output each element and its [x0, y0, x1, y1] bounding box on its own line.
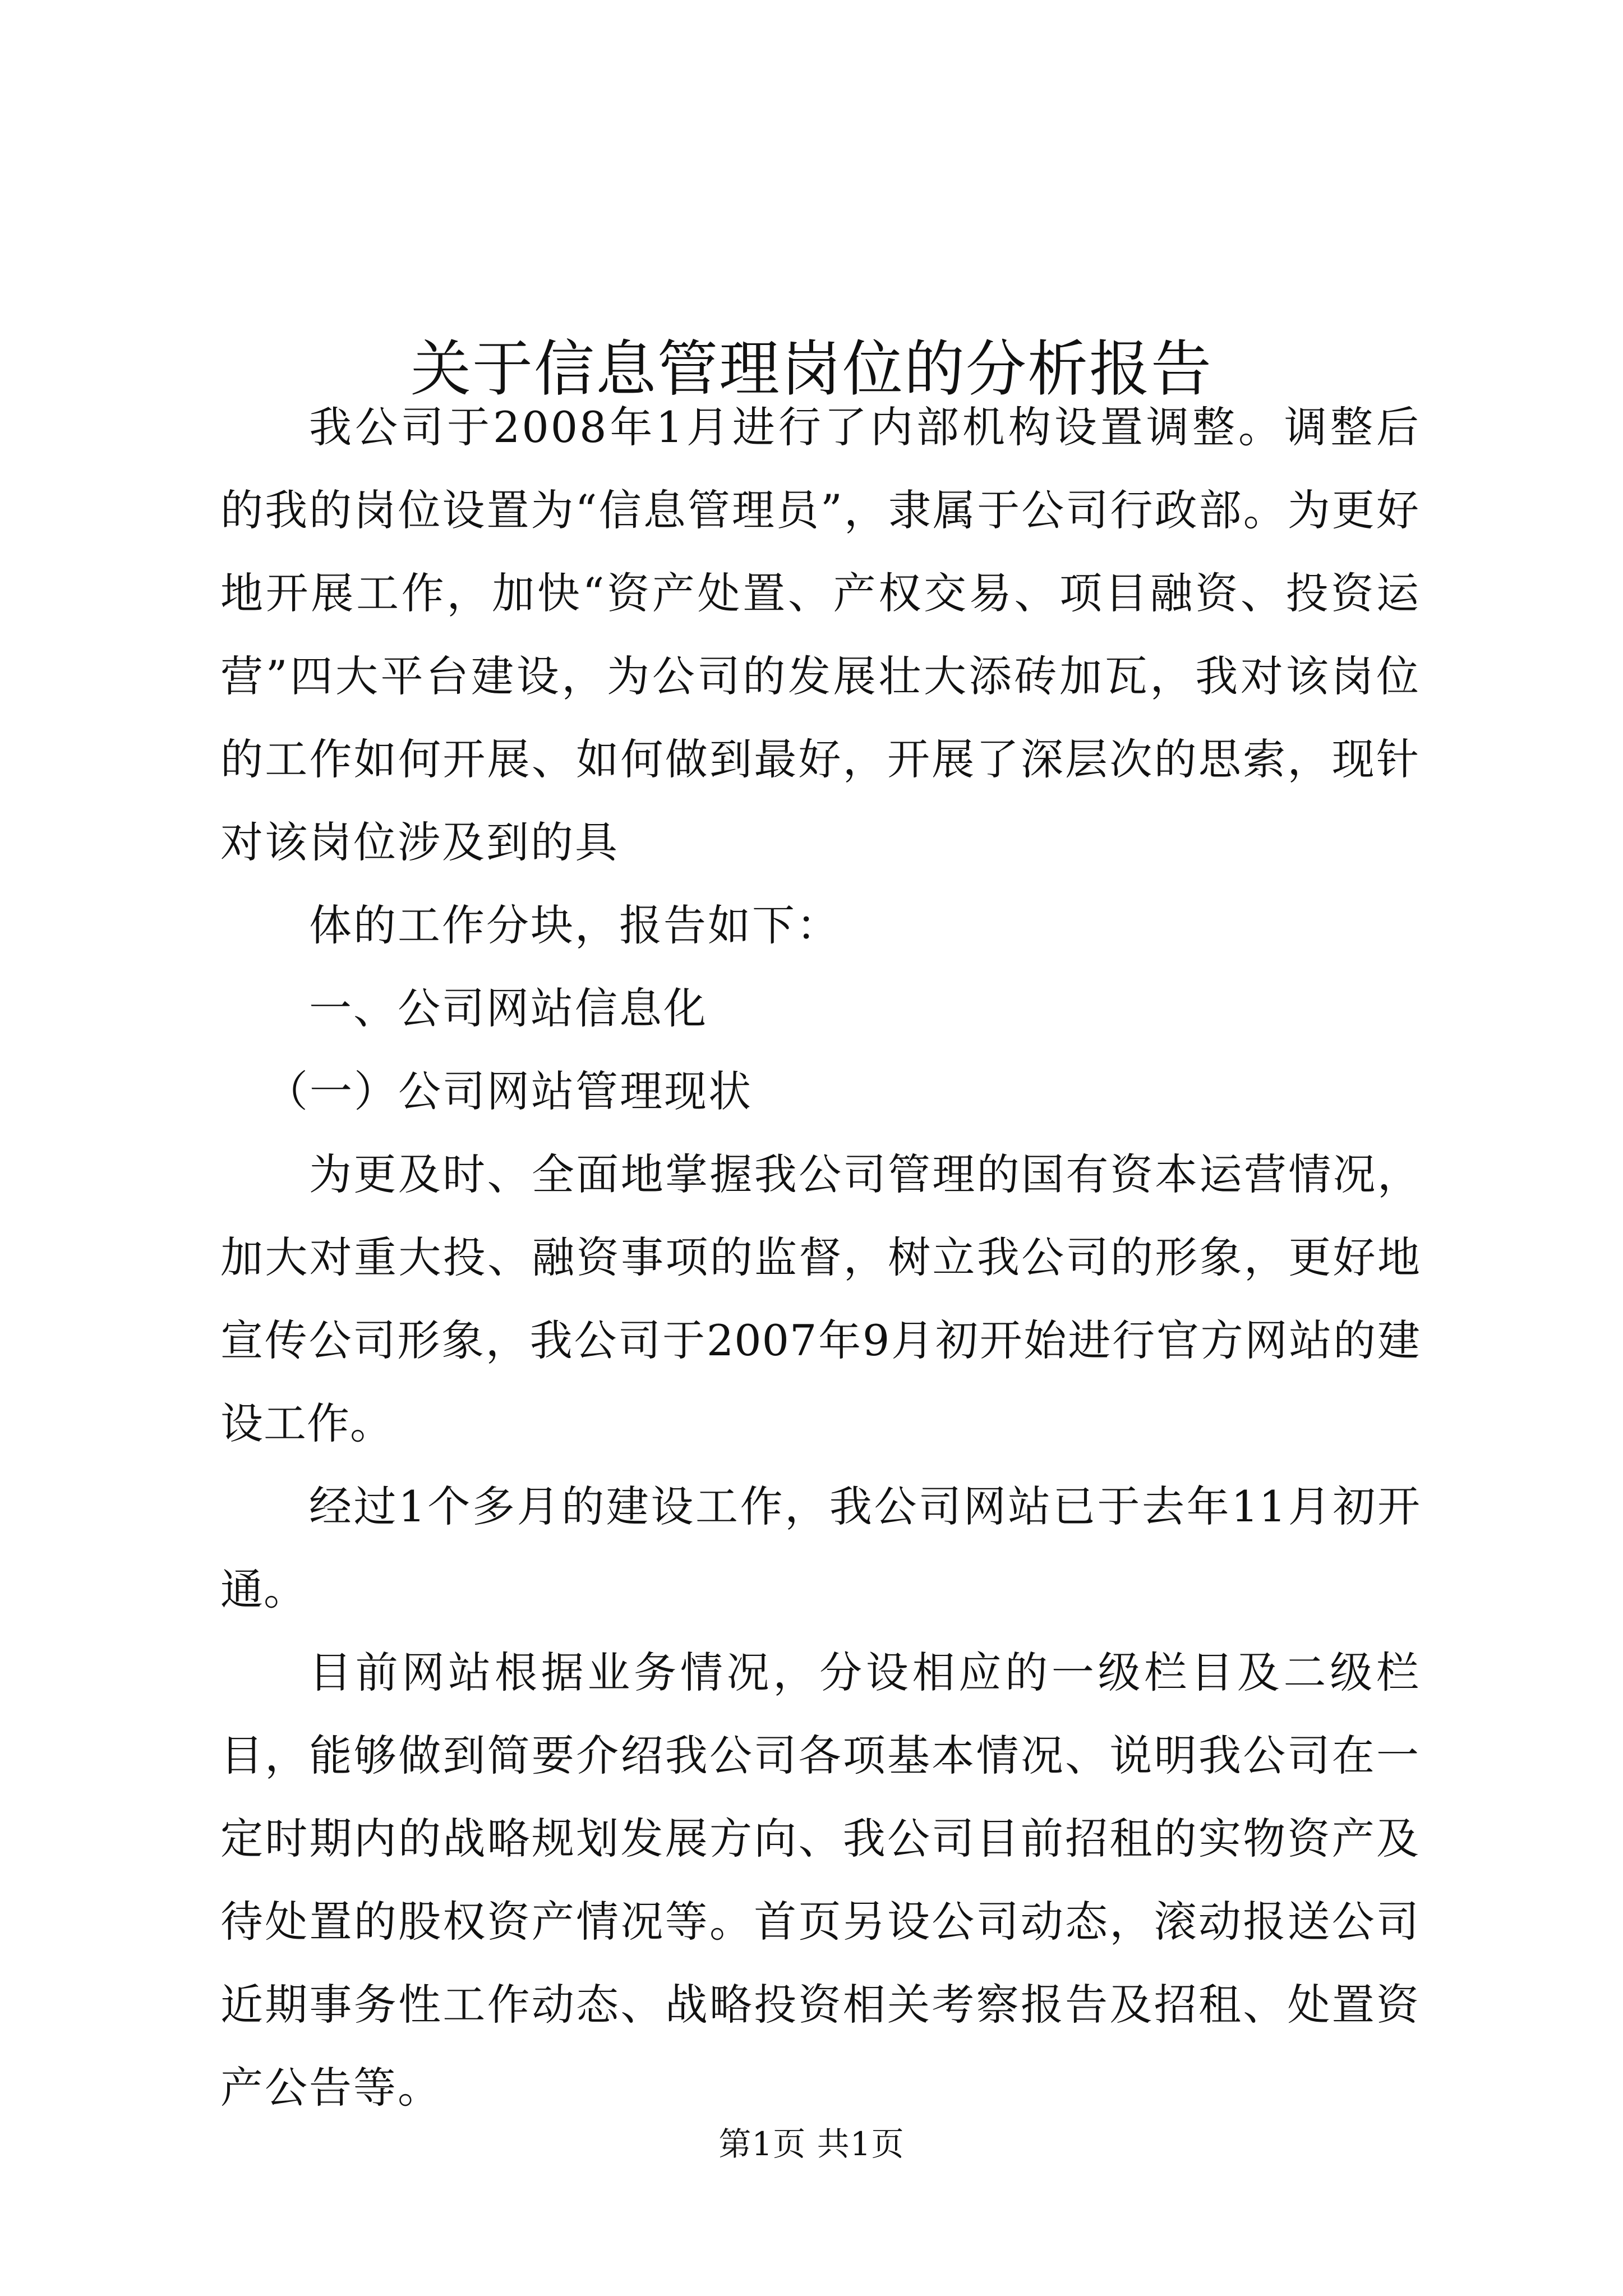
paragraph-website-background: 为更及时、全面地掌握我公司管理的国有资本运营情况，加大对重大投、融资事项的监督，树立我公司的形象，更好地宣传公司形象，我公司于2007年9月初开始进行官方网站的建设工作。	[220, 1149, 1421, 1448]
document-title: 关于信息管理岗位的分析报告	[410, 334, 1212, 405]
subsection-heading-1-1: （一）公司网站管理现状	[265, 1066, 753, 1116]
section-heading-1: 一、公司网站信息化	[309, 983, 708, 1033]
page-footer: 第1页 共1页	[718, 2125, 905, 2163]
paragraph-website-content: 目前网站根据业务情况，分设相应的一级栏目及二级栏目，能够做到简要介绍我公司各项基本情况、说明我公司在一定时期内的战略规划发展方向、我公司目前招租的实物资产及待处置的股权资产情况等。首页另设公司动态，滚动报送公司近期事务性工作动态、战略投资相关考察报告及招租、处置资产公告等。	[220, 1648, 1421, 2113]
paragraph-website-launch: 经过1个多月的建设工作，我公司网站已于去年11月初开通。	[220, 1481, 1421, 1614]
paragraph-intro-continued: 体的工作分块，报告如下：	[309, 900, 841, 950]
document-body	[220, 386, 1421, 2129]
paragraph-intro: 我公司于2008年1月进行了内部机构设置调整。调整后的我的岗位设置为“信息管理员”，隶属于公司行政部。为更好地开展工作，加快“资产处置、产权交易、项目融资、投资运营”四大平台建设，为公司的发展壮大添砖加瓦，我对该岗位的工作如何开展、如何做到最好，开展了深层次的思索，现针对该岗位涉及到的具	[220, 402, 1421, 867]
